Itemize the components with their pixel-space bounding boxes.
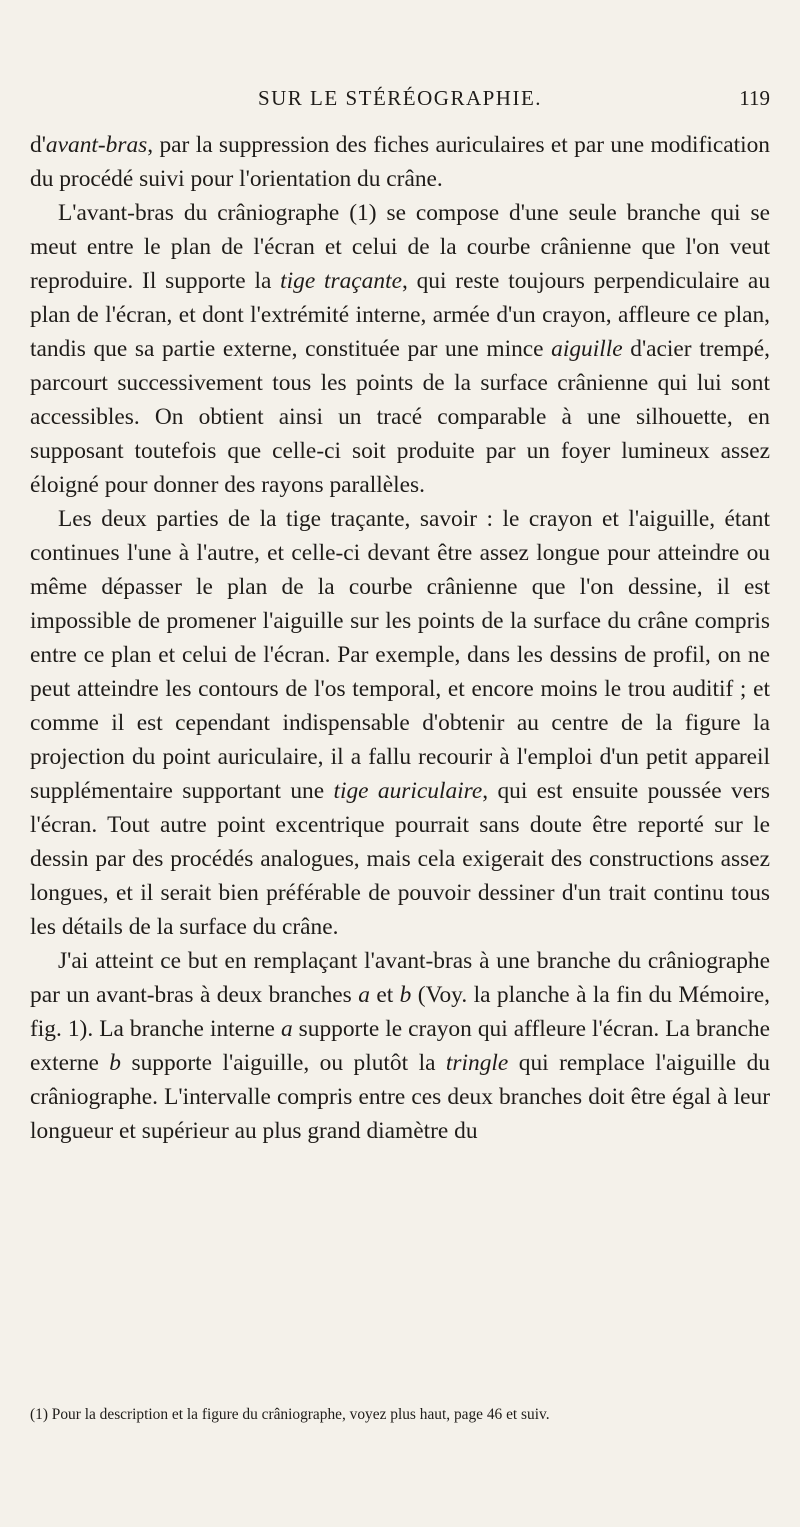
italic-term: avant-bras [45, 132, 148, 158]
paragraph [30, 502, 770, 944]
italic-term: a [358, 982, 370, 1008]
italic-term: tringle [445, 1050, 509, 1076]
text-run: et [369, 982, 400, 1008]
text-run: d' [30, 132, 46, 158]
text-run: d'acier trempé, parcourt successivement tous les points de la surface crânienne qui lui sont accessibles. On obtient ainsi un tracé comparable à une silhouette, en supposant toutefois que celle-ci soit produite par un foyer lumineux assez éloigné pour donner des rayons parallèles. [30, 336, 770, 498]
paragraph [30, 196, 770, 502]
italic-term: aiguille [551, 336, 623, 362]
text-run: Les deux parties de la tige traçante, savoir : le crayon et l'aiguille, étant continues l'une à l'autre, et celle-ci devant être assez longue pour atteindre ou même dépasser le plan de la courbe crânienne que l'on dessine, il est impossible de promener l'aiguille sur les points de la surface du crâne compris entre ce plan et celui de l'écran. Par exemple, dans les dessins de profil, on ne peut atteindre les contours de l'os temporal, et encore moins le trou auditif ; et comme il est cependant indispensable d'obtenir au centre de la figure la projection du point auriculaire, il a fallu recourir à l'emploi d'un petit appareil supplémentaire supportant une [30, 506, 770, 804]
text-run: , qui est ensuite poussée vers l'écran. Tout autre point excentrique pourrait sans doute être reporté sur le dessin par des procédés analogues, mais cela exigerait des constructions assez longues, et il serait bien préférable de pouvoir dessiner d'un trait continu tous les détails de la surface du crâne. [30, 778, 770, 940]
paragraph [30, 944, 770, 1148]
running-head [30, 86, 770, 116]
text-run: , par la suppression des fiches auriculaires et par une modification du procédé suivi pour l'orientation du crâne. [30, 132, 770, 192]
text-run: J'ai atteint ce but en remplaçant l'avant-bras à une branche du crâniographe par un avant-bras à deux branches [30, 948, 770, 1008]
paragraph [30, 128, 770, 196]
body-text [30, 128, 770, 1148]
text-run: L'avant-bras du crâniographe (1) se compose d'une seule branche qui se meut entre le plan de l'écran et celui de la courbe crânienne que l'on veut reproduire. Il supporte la [30, 200, 770, 294]
italic-term: tige traçante [280, 268, 402, 294]
italic-term: b [109, 1050, 121, 1076]
text-run: supporte l'aiguille, ou plutôt la [121, 1050, 446, 1076]
footnote: (1) Pour la description et la figure du crâniographe, voyez plus haut, page 46 et suiv. [30, 1406, 550, 1423]
text-run: (Voy. la planche à la fin du Mémoire, fig. 1). La branche interne [30, 982, 771, 1042]
italic-term: b [399, 982, 412, 1008]
italic-term: tige auriculaire [333, 778, 483, 804]
page-number: 119 [739, 86, 770, 110]
text-run: supporte le crayon qui affleure l'écran. La branche externe [30, 1016, 770, 1076]
text-run: , qui reste toujours perpendiculaire au plan de l'écran, et dont l'extrémité interne, armée d'un crayon, affleure ce plan, tandis que sa partie externe, constituée par une mince [30, 268, 771, 362]
running-title: SUR LE STÉRÉOGRAPHIE. [257, 86, 543, 110]
italic-term: a [280, 1016, 293, 1042]
text-run: qui remplace l'aiguille du crâniographe. L'intervalle compris entre ces deux branches doit être égal à leur longueur et supérieur au plus grand diamètre du [30, 1050, 771, 1144]
